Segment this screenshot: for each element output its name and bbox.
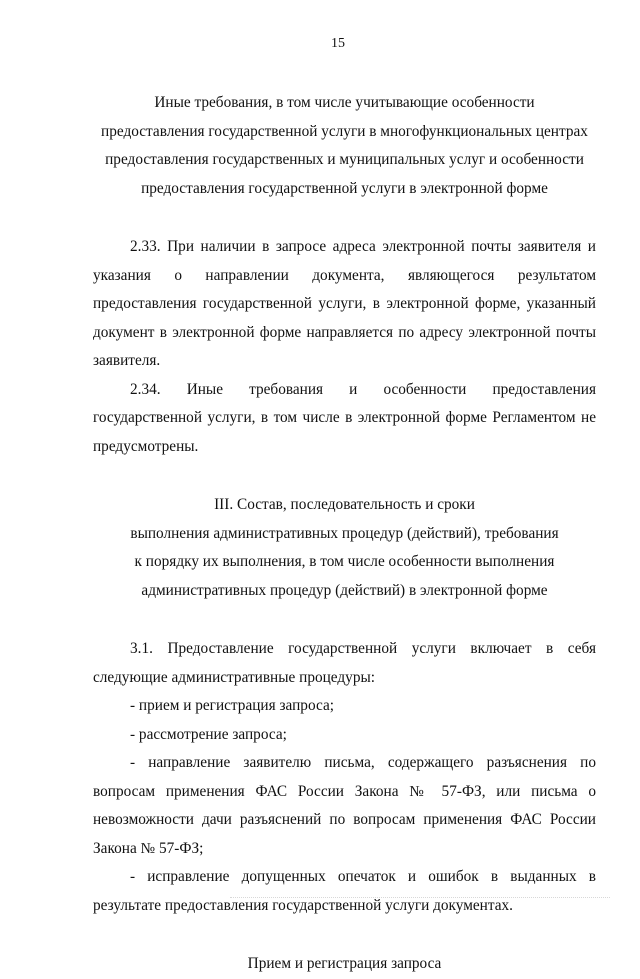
section-heading-other-requirements — [93, 89, 596, 203]
procedure-item: - рассмотрение запроса; — [130, 725, 287, 743]
clause-2-34: 2.34. Иные требования и особенности предоставления государственной услуги, в том числе в электронной форме Регламентом не предусмотрены. — [93, 380, 596, 455]
page-number: 15 — [331, 36, 345, 51]
heading-line: предоставления государственной услуги в многофункциональных центрах — [101, 122, 588, 140]
heading-line: III. Состав, последовательность и сроки — [214, 496, 475, 513]
heading-line: административных процедур (действий) в электронной форме — [141, 581, 548, 599]
procedure-item: - прием и регистрация запроса; — [130, 697, 334, 714]
section-heading-iii — [93, 491, 596, 605]
document-body — [93, 89, 596, 979]
scan-artifact — [230, 897, 610, 899]
heading-line: к порядку их выполнения, в том числе особенности выполнения — [134, 553, 555, 570]
subsection-heading: Прием и регистрация запроса — [247, 955, 442, 972]
heading-line: Иные требования, в том числе учитывающие особенности — [154, 94, 535, 111]
heading-line: предоставления государственных и муниципальных услуг и особенности — [105, 151, 584, 168]
procedure-item: - направление заявителю письма, содержащего разъяснения по вопросам применения ФАС России Закона № 57-ФЗ, или письма о невозможности дачи разъяснений по вопросам применения ФАС России Закона № 57-ФЗ; — [93, 754, 596, 857]
clause-3-1: 3.1. Предоставление государственной услуги включает в себя следующие административные процедуры: — [93, 640, 596, 686]
heading-line: выполнения административных процедур (действий), требования — [130, 524, 559, 542]
procedure-item: - исправление допущенных опечаток и ошибок в выданных в результате предоставления государственной услуги документах. — [93, 868, 596, 914]
heading-line: предоставления государственной услуги в электронной форме — [141, 179, 548, 197]
clause-2-33: 2.33. При наличии в запросе адреса электронной почты заявителя и указания о направлении документа, являющегося результатом предоставления государственной услуги, в электронной форме, указанный документ в электронной форме направляется по адресу электронной почты заявителя. — [93, 238, 596, 369]
